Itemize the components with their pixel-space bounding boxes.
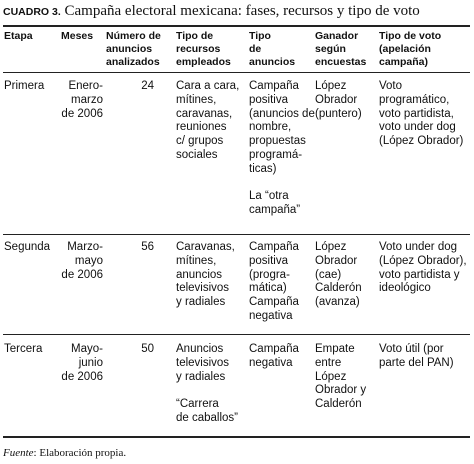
table-title-label: CUADRO 3. — [3, 6, 61, 18]
cell-anuncios: 50 — [141, 343, 154, 355]
cell-recursos: Caravanas, mítines, anuncios televisivos y radiales — [176, 241, 235, 309]
cell-meses: Enero- marzo de 2006 — [61, 80, 103, 120]
table-title-text: Campaña electoral mexicana: fases, recursos y tipo de voto — [60, 3, 420, 19]
cell-voto: Voto programático, voto partidista, voto under dog (López Obrador) — [379, 80, 464, 148]
footnote — [3, 447, 126, 459]
header-ganador: Ganador según encuestas — [315, 30, 367, 68]
header-anuncios-analizados: Número de anuncios analizados — [106, 30, 161, 68]
cell-tipo-anuncios: Campaña positiva (anuncios de nombre, propuestas programá- ticas) La “otra campaña” — [249, 80, 315, 217]
cell-anuncios: 24 — [141, 80, 154, 92]
cell-tipo-anuncios: Campaña positiva (progra- mática) Campaña negativa — [249, 241, 299, 322]
cell-recursos: Anuncios televisivos y radiales “Carrera de caballos” — [176, 343, 239, 424]
cell-etapa: Primera — [4, 80, 45, 92]
cell-recursos: Cara a cara, mítines, caravanas, reuniones c/ grupos sociales — [176, 80, 240, 161]
cell-ganador: López Obrador (puntero) — [315, 80, 362, 120]
top-rule — [3, 25, 470, 27]
cell-anuncios: 56 — [141, 241, 154, 253]
cell-meses: Mayo- junio de 2006 — [61, 343, 103, 383]
cell-ganador: López Obrador (cae) Calderón (avanza) — [315, 241, 362, 309]
header-rule — [3, 72, 470, 73]
cell-meses: Marzo- mayo de 2006 — [61, 241, 103, 281]
header-etapa: Etapa — [4, 30, 33, 42]
cell-ganador: Empate entre López Obrador y Calderón — [315, 343, 367, 411]
cell-etapa: Tercera — [4, 343, 43, 355]
row-rule — [3, 334, 470, 335]
footnote-label: Fuente — [3, 447, 34, 459]
table-title — [3, 2, 471, 24]
cell-tipo-anuncios: Campaña negativa — [249, 343, 299, 369]
header-tipo-anuncios: Tipo de anuncios — [249, 30, 296, 68]
header-tipo-recursos: Tipo de recursos empleados — [176, 30, 231, 68]
row-rule — [3, 234, 470, 235]
cell-voto: Voto under dog (López Obrador), voto partidista y ideológico — [379, 241, 467, 295]
cell-voto: Voto útil (por parte del PAN) — [379, 343, 454, 369]
footnote-text: : Elaboración propia. — [33, 447, 127, 459]
header-tipo-voto: Tipo de voto (apelación campaña) — [379, 30, 442, 68]
cell-etapa: Segunda — [4, 241, 51, 253]
header-meses: Meses — [61, 30, 94, 42]
bottom-rule — [3, 436, 470, 438]
